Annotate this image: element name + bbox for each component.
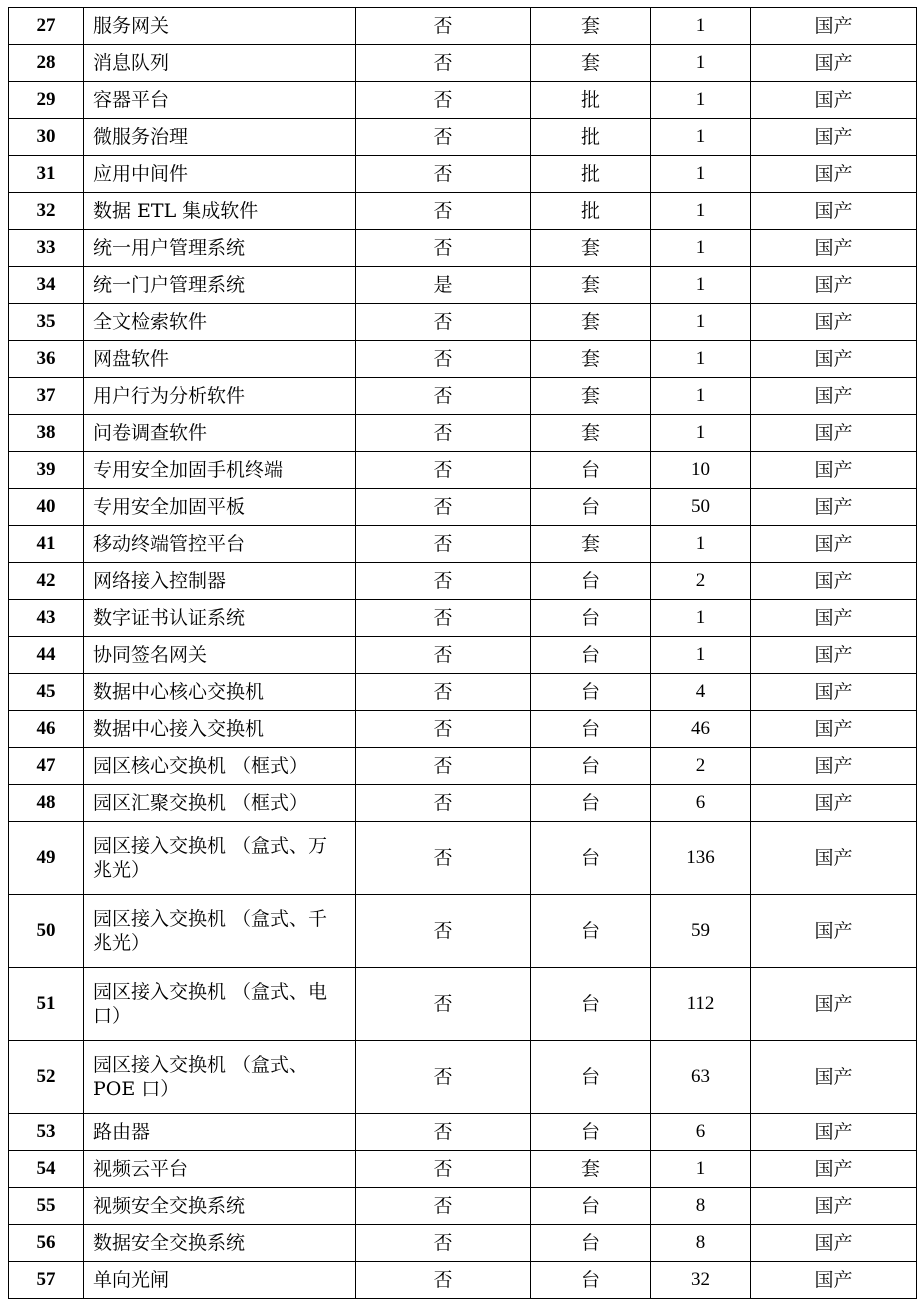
item-name-cell: 园区接入交换机 （盒式、万兆光） (84, 822, 356, 895)
unit-cell: 批 (531, 156, 651, 193)
item-name-cell: 问卷调查软件 (84, 415, 356, 452)
item-name-cell: 服务网关 (84, 8, 356, 45)
unit-cell: 批 (531, 193, 651, 230)
item-name-cell: 数据安全交换系统 (84, 1225, 356, 1262)
quantity-cell: 1 (651, 1151, 751, 1188)
origin-cell: 国产 (751, 415, 917, 452)
origin-cell: 国产 (751, 119, 917, 156)
origin-cell: 国产 (751, 674, 917, 711)
table-row (9, 230, 917, 267)
unit-cell: 批 (531, 119, 651, 156)
origin-cell: 国产 (751, 600, 917, 637)
row-number-cell: 36 (9, 341, 84, 378)
table-row (9, 674, 917, 711)
unit-cell: 套 (531, 378, 651, 415)
table-row (9, 968, 917, 1041)
quantity-cell: 1 (651, 304, 751, 341)
origin-cell: 国产 (751, 711, 917, 748)
quantity-cell: 50 (651, 489, 751, 526)
flag-cell: 否 (356, 748, 531, 785)
item-name-cell: 园区接入交换机 （盒式、电口） (84, 968, 356, 1041)
table-row (9, 563, 917, 600)
table-row (9, 711, 917, 748)
item-name-cell: 园区汇聚交换机 （框式） (84, 785, 356, 822)
quantity-cell: 2 (651, 748, 751, 785)
origin-cell: 国产 (751, 1151, 917, 1188)
table-row (9, 895, 917, 968)
flag-cell: 否 (356, 563, 531, 600)
table-row (9, 600, 917, 637)
flag-cell: 否 (356, 1225, 531, 1262)
table-row (9, 1114, 917, 1151)
table-row (9, 415, 917, 452)
unit-cell: 套 (531, 230, 651, 267)
table-row (9, 1225, 917, 1262)
row-number-cell: 56 (9, 1225, 84, 1262)
row-number-cell: 28 (9, 45, 84, 82)
row-number-cell: 52 (9, 1041, 84, 1114)
item-name-cell: 微服务治理 (84, 119, 356, 156)
origin-cell: 国产 (751, 968, 917, 1041)
origin-cell: 国产 (751, 748, 917, 785)
row-number-cell: 34 (9, 267, 84, 304)
origin-cell: 国产 (751, 230, 917, 267)
quantity-cell: 1 (651, 526, 751, 563)
table-row (9, 785, 917, 822)
origin-cell: 国产 (751, 637, 917, 674)
table-row (9, 193, 917, 230)
unit-cell: 台 (531, 452, 651, 489)
flag-cell: 否 (356, 8, 531, 45)
row-number-cell: 33 (9, 230, 84, 267)
row-number-cell: 50 (9, 895, 84, 968)
table-body (9, 8, 917, 1299)
flag-cell: 否 (356, 82, 531, 119)
table-row (9, 748, 917, 785)
row-number-cell: 48 (9, 785, 84, 822)
table-row (9, 637, 917, 674)
flag-cell: 否 (356, 230, 531, 267)
origin-cell: 国产 (751, 1188, 917, 1225)
unit-cell: 台 (531, 785, 651, 822)
unit-cell: 台 (531, 674, 651, 711)
origin-cell: 国产 (751, 341, 917, 378)
flag-cell: 否 (356, 119, 531, 156)
item-name-cell: 全文检索软件 (84, 304, 356, 341)
unit-cell: 台 (531, 1188, 651, 1225)
origin-cell: 国产 (751, 378, 917, 415)
item-name-cell: 消息队列 (84, 45, 356, 82)
unit-cell: 台 (531, 895, 651, 968)
flag-cell: 否 (356, 341, 531, 378)
row-number-cell: 31 (9, 156, 84, 193)
table-row (9, 1188, 917, 1225)
table-row (9, 489, 917, 526)
flag-cell: 否 (356, 45, 531, 82)
origin-cell: 国产 (751, 563, 917, 600)
item-name-cell: 数据中心核心交换机 (84, 674, 356, 711)
quantity-cell: 1 (651, 8, 751, 45)
unit-cell: 套 (531, 1151, 651, 1188)
row-number-cell: 39 (9, 452, 84, 489)
item-name-cell: 园区核心交换机 （框式） (84, 748, 356, 785)
flag-cell: 否 (356, 1188, 531, 1225)
item-name-cell: 视频云平台 (84, 1151, 356, 1188)
table-row (9, 267, 917, 304)
quantity-cell: 1 (651, 156, 751, 193)
quantity-cell: 1 (651, 193, 751, 230)
origin-cell: 国产 (751, 452, 917, 489)
table-row (9, 304, 917, 341)
item-name-cell: 统一用户管理系统 (84, 230, 356, 267)
quantity-cell: 112 (651, 968, 751, 1041)
item-name-cell: 容器平台 (84, 82, 356, 119)
origin-cell: 国产 (751, 526, 917, 563)
unit-cell: 套 (531, 304, 651, 341)
item-name-cell: 园区接入交换机 （盒式、POE 口） (84, 1041, 356, 1114)
flag-cell: 否 (356, 193, 531, 230)
quantity-cell: 46 (651, 711, 751, 748)
item-name-cell: 统一门户管理系统 (84, 267, 356, 304)
flag-cell: 否 (356, 895, 531, 968)
quantity-cell: 6 (651, 785, 751, 822)
row-number-cell: 42 (9, 563, 84, 600)
row-number-cell: 43 (9, 600, 84, 637)
quantity-cell: 1 (651, 600, 751, 637)
row-number-cell: 55 (9, 1188, 84, 1225)
origin-cell: 国产 (751, 45, 917, 82)
origin-cell: 国产 (751, 1225, 917, 1262)
origin-cell: 国产 (751, 1041, 917, 1114)
quantity-cell: 10 (651, 452, 751, 489)
row-number-cell: 57 (9, 1262, 84, 1299)
quantity-cell: 4 (651, 674, 751, 711)
flag-cell: 否 (356, 637, 531, 674)
flag-cell: 是 (356, 267, 531, 304)
unit-cell: 台 (531, 637, 651, 674)
row-number-cell: 30 (9, 119, 84, 156)
quantity-cell: 1 (651, 119, 751, 156)
flag-cell: 否 (356, 1114, 531, 1151)
table-row (9, 1151, 917, 1188)
table-row (9, 45, 917, 82)
row-number-cell: 27 (9, 8, 84, 45)
origin-cell: 国产 (751, 785, 917, 822)
item-name-cell: 路由器 (84, 1114, 356, 1151)
row-number-cell: 46 (9, 711, 84, 748)
origin-cell: 国产 (751, 822, 917, 895)
item-name-cell: 园区接入交换机 （盒式、千兆光） (84, 895, 356, 968)
unit-cell: 台 (531, 489, 651, 526)
quantity-cell: 1 (651, 637, 751, 674)
flag-cell: 否 (356, 526, 531, 563)
item-name-cell: 网盘软件 (84, 341, 356, 378)
unit-cell: 台 (531, 563, 651, 600)
row-number-cell: 37 (9, 378, 84, 415)
origin-cell: 国产 (751, 1262, 917, 1299)
row-number-cell: 49 (9, 822, 84, 895)
procurement-table (8, 7, 917, 1299)
row-number-cell: 29 (9, 82, 84, 119)
origin-cell: 国产 (751, 895, 917, 968)
unit-cell: 台 (531, 1114, 651, 1151)
item-name-cell: 专用安全加固平板 (84, 489, 356, 526)
flag-cell: 否 (356, 822, 531, 895)
origin-cell: 国产 (751, 156, 917, 193)
unit-cell: 台 (531, 711, 651, 748)
row-number-cell: 53 (9, 1114, 84, 1151)
row-number-cell: 41 (9, 526, 84, 563)
unit-cell: 台 (531, 1041, 651, 1114)
row-number-cell: 51 (9, 968, 84, 1041)
item-name-cell: 应用中间件 (84, 156, 356, 193)
flag-cell: 否 (356, 1262, 531, 1299)
item-name-cell: 网络接入控制器 (84, 563, 356, 600)
unit-cell: 台 (531, 968, 651, 1041)
flag-cell: 否 (356, 452, 531, 489)
flag-cell: 否 (356, 968, 531, 1041)
table-row (9, 156, 917, 193)
flag-cell: 否 (356, 1151, 531, 1188)
unit-cell: 套 (531, 341, 651, 378)
quantity-cell: 6 (651, 1114, 751, 1151)
table-row (9, 526, 917, 563)
origin-cell: 国产 (751, 193, 917, 230)
quantity-cell: 1 (651, 230, 751, 267)
origin-cell: 国产 (751, 304, 917, 341)
row-number-cell: 54 (9, 1151, 84, 1188)
flag-cell: 否 (356, 711, 531, 748)
row-number-cell: 44 (9, 637, 84, 674)
table-row (9, 1041, 917, 1114)
unit-cell: 批 (531, 82, 651, 119)
flag-cell: 否 (356, 304, 531, 341)
origin-cell: 国产 (751, 1114, 917, 1151)
flag-cell: 否 (356, 785, 531, 822)
flag-cell: 否 (356, 1041, 531, 1114)
row-number-cell: 38 (9, 415, 84, 452)
row-number-cell: 35 (9, 304, 84, 341)
unit-cell: 台 (531, 822, 651, 895)
unit-cell: 套 (531, 526, 651, 563)
table-row (9, 119, 917, 156)
unit-cell: 套 (531, 8, 651, 45)
item-name-cell: 专用安全加固手机终端 (84, 452, 356, 489)
table-row (9, 1262, 917, 1299)
origin-cell: 国产 (751, 8, 917, 45)
row-number-cell: 40 (9, 489, 84, 526)
quantity-cell: 1 (651, 45, 751, 82)
item-name-cell: 用户行为分析软件 (84, 378, 356, 415)
quantity-cell: 8 (651, 1188, 751, 1225)
table-row (9, 452, 917, 489)
row-number-cell: 32 (9, 193, 84, 230)
unit-cell: 台 (531, 1225, 651, 1262)
table-row (9, 378, 917, 415)
item-name-cell: 移动终端管控平台 (84, 526, 356, 563)
table-row (9, 822, 917, 895)
quantity-cell: 136 (651, 822, 751, 895)
quantity-cell: 1 (651, 341, 751, 378)
quantity-cell: 8 (651, 1225, 751, 1262)
origin-cell: 国产 (751, 267, 917, 304)
unit-cell: 台 (531, 1262, 651, 1299)
table-row (9, 8, 917, 45)
quantity-cell: 1 (651, 378, 751, 415)
flag-cell: 否 (356, 156, 531, 193)
unit-cell: 台 (531, 600, 651, 637)
item-name-cell: 数据中心接入交换机 (84, 711, 356, 748)
item-name-cell: 数据 ETL 集成软件 (84, 193, 356, 230)
unit-cell: 套 (531, 267, 651, 304)
quantity-cell: 59 (651, 895, 751, 968)
quantity-cell: 2 (651, 563, 751, 600)
unit-cell: 套 (531, 45, 651, 82)
table-row (9, 341, 917, 378)
table-row (9, 82, 917, 119)
flag-cell: 否 (356, 674, 531, 711)
item-name-cell: 协同签名网关 (84, 637, 356, 674)
item-name-cell: 单向光闸 (84, 1262, 356, 1299)
item-name-cell: 视频安全交换系统 (84, 1188, 356, 1225)
unit-cell: 套 (531, 415, 651, 452)
unit-cell: 台 (531, 748, 651, 785)
quantity-cell: 1 (651, 415, 751, 452)
flag-cell: 否 (356, 489, 531, 526)
flag-cell: 否 (356, 600, 531, 637)
row-number-cell: 45 (9, 674, 84, 711)
flag-cell: 否 (356, 378, 531, 415)
flag-cell: 否 (356, 415, 531, 452)
row-number-cell: 47 (9, 748, 84, 785)
quantity-cell: 1 (651, 82, 751, 119)
quantity-cell: 63 (651, 1041, 751, 1114)
quantity-cell: 1 (651, 267, 751, 304)
quantity-cell: 32 (651, 1262, 751, 1299)
origin-cell: 国产 (751, 489, 917, 526)
origin-cell: 国产 (751, 82, 917, 119)
item-name-cell: 数字证书认证系统 (84, 600, 356, 637)
